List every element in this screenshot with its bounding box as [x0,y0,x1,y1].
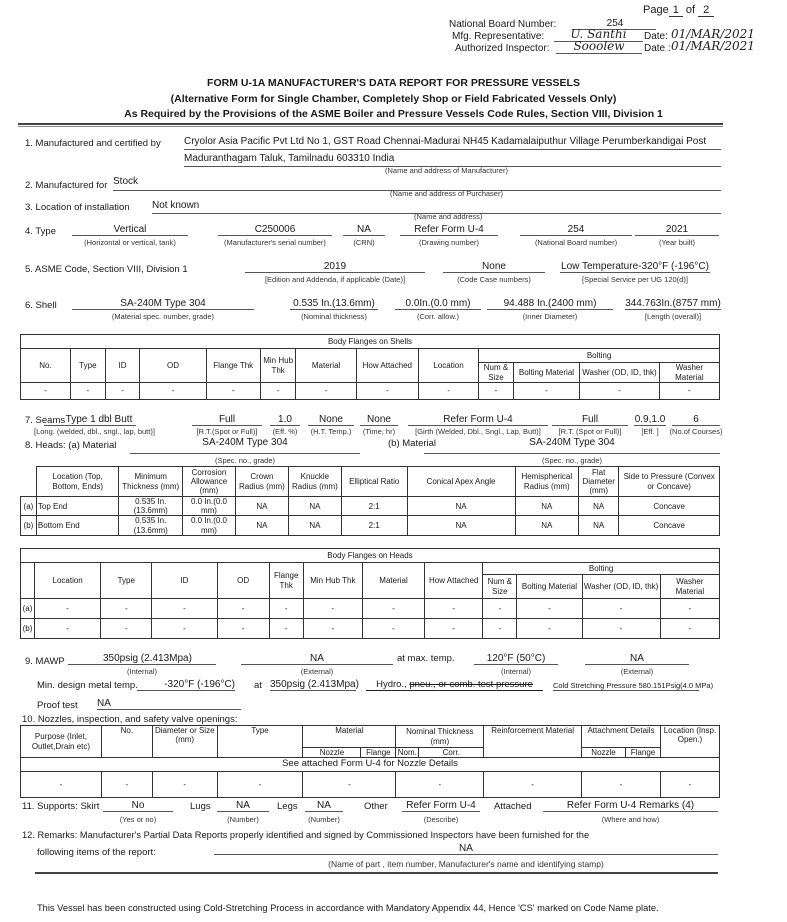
shell-length-caption: [Length (overall)] [644,312,702,321]
col-header: Type [101,563,152,599]
col-header: No. [21,349,71,383]
national-board-number-caption: (National Board number) [534,238,618,247]
drawing-number-value: Refer Form U-4 [400,224,498,236]
table-cell: - [152,619,217,639]
code-edition-caption: [Edition and Addenda, if applicable (Date)] [264,275,406,284]
table-cell: - [296,383,356,400]
table-cell: - [105,383,140,400]
table-cell: NA [288,516,341,535]
table-cell: - [425,599,483,619]
shell-inner-diameter-value: 94.488 In.(2400 mm) [487,298,613,310]
item4-label: 4. Type [25,226,56,237]
other-caption: (Describe) [423,815,459,824]
head-b-material-value: SA-240M Type 304 [424,437,720,454]
shell-material-value: SA-240M Type 304 [72,298,254,310]
skirt-value: No [103,800,173,812]
col-header: Location [418,349,478,383]
other-label: Other [364,801,388,812]
shell-thickness-value: 0.535 In.(13.6mm) [290,298,378,310]
table-cell: NA [579,516,619,535]
col-header: Nominal Thickness (mm) [396,726,484,748]
page-number: 1 [669,4,683,17]
mdmt-value: -320°F (-196°C) [137,679,235,691]
table-cell: Concave [619,516,720,535]
purchaser-caption: (Name and address of Purchaser) [390,189,503,198]
courses-value: 6 [672,414,720,426]
table-cell: - [580,383,660,400]
title-divider [18,123,723,127]
remarks-divider [35,872,718,874]
nozzles-table [20,725,720,798]
long-seam-value: Type 1 dbl Butt [44,414,136,426]
nb-number-value: 254 [574,18,656,30]
attached-label: Attached [494,801,532,812]
max-temp-internal-caption: (Internal) [500,667,531,676]
shell-inner-diameter-caption: (Inner Diameter) [522,312,578,321]
head-flanges-title: Body Flanges on Heads [21,549,720,563]
table-cell: - [517,599,582,619]
partial-reports-caption: (Name of part , item number, Manufacturer's name and identifying stamp) [328,859,604,869]
col-header: Nozzle [303,748,361,758]
col-header: Knuckle Radius (mm) [288,467,341,497]
item6-label: 6. Shell [25,300,57,311]
col-header: Material [296,349,356,383]
code-case-caption: (Code Case numbers) [457,275,531,284]
manufacturer-address-line2: Maduranthagam Taluk, Tamilnadu 603310 India [184,153,721,167]
table-cell: - [101,772,152,798]
table-cell: - [362,619,424,639]
attached-value: Refer Form U-4 Remarks (4) [543,800,718,812]
table-cell: 2:1 [341,516,407,535]
table-cell: - [659,383,719,400]
table-cell: - [217,772,303,798]
col-header: Nom. [397,748,417,757]
legs-caption: (Number) [308,815,340,824]
table-cell: - [660,599,719,619]
col-header: Flange [626,748,661,758]
mfg-date-value: 01/MAR/2021 [671,27,755,41]
mawp-internal-value: 350psig (2.413Mpa) [103,653,192,664]
table-row [21,772,720,798]
max-temp-label: at max. temp. [397,653,455,664]
table-cell: 0.0 In.(0.0 mm) [183,516,236,535]
table-row [21,516,720,535]
item1-label: 1. Manufactured and certified by [25,138,161,149]
shell-flanges-table [20,334,720,400]
table-cell: - [21,772,102,798]
long-rt-caption: [R.T.(Spot or Full)] [196,427,258,436]
year-built-caption: (Year built) [659,238,695,247]
row-key: (b) [21,619,35,639]
head-b-material-caption: (Spec. no., grade) [541,456,603,465]
girth-efficiency-caption: [Eff. ] [641,427,659,436]
table-row [21,619,720,639]
page-indicator [643,4,714,16]
item5-label: 5. ASME Code, Section VIII, Division 1 [25,264,188,275]
table-cell: Top End [36,497,119,516]
table-cell: - [152,772,217,798]
table-row [21,599,720,619]
item9-label: 9. MAWP [25,656,65,667]
table-cell: NA [515,497,579,516]
table-cell: - [269,619,303,639]
bolting-group-header: Bolting [479,349,720,363]
table-cell: - [582,619,660,639]
special-service-caption: [Special Service per UG 120(d)] [582,275,688,284]
col-header: Material [303,726,396,748]
col-header: Material [362,563,424,599]
table-cell: NA [407,497,515,516]
table-cell: - [206,383,260,400]
max-temp-external-value: NA [585,653,689,665]
table-cell: - [140,383,206,400]
inspector-signature: Sooolew [556,39,642,54]
ht-time-value: None [360,414,398,426]
col-header: ID [152,563,217,599]
table-cell: - [260,383,296,400]
row-key: (a) [21,497,37,516]
installation-location-caption: (Name and address) [414,212,483,221]
table-cell: - [362,599,424,619]
item11-label: 11. Supports: Skirt [22,801,100,812]
drawing-number-caption: (Drawing number) [418,238,480,247]
col-header: Washer Material [659,363,719,383]
legs-label: Legs [277,801,298,812]
courses-caption: (No.of Courses) [669,427,723,436]
col-header: Type [217,726,303,758]
mawp-internal-wrap [68,653,216,665]
col-header: Location (Top, Bottom, Ends) [36,467,119,497]
col-header: Type [71,349,106,383]
col-header: Side to Pressure (Convex or Concave) [619,467,720,497]
serial-number-value: C250006 [218,224,332,236]
attached-caption: (Where and how) [601,815,660,824]
form-title: FORM U-1A MANUFACTURER'S DATA REPORT FOR PRESSURE VESSELS [207,77,580,89]
test-hydro-label: Hydro., [376,679,407,690]
lugs-value: NA [217,800,269,812]
table-cell: - [425,619,483,639]
table-cell: - [303,619,362,639]
mfg-rep-signature: U. Santhi [554,27,643,42]
ht-time-caption: (Time, hr) [362,427,396,436]
table-cell: - [269,599,303,619]
col-header: Bolting Material [517,575,582,599]
efficiency-value: 1.0 [270,414,300,426]
row-key: (a) [21,599,35,619]
table-cell: - [303,772,396,798]
table-cell: - [483,599,517,619]
girth-seam-caption: [Girth (Welded, Dbl., Sngl., Lap, Butt)] [415,427,541,436]
form-code-reference: As Required by the Provisions of the ASME Boiler and Pressure Vessels Code Rules, Section VIII, Division 1 [124,108,663,120]
national-board-number-value: 254 [520,224,632,236]
col-header: Hemispherical Radius (mm) [515,467,579,497]
table-cell: NA [235,497,288,516]
col-header: OD [140,349,206,383]
table-cell: NA [288,497,341,516]
of-label: of [685,4,696,16]
serial-number-caption: (Manufacturer's serial number) [224,238,326,247]
item2-label: 2. Manufactured for [25,180,108,191]
table-cell: 0.535 In.(13.6mm) [119,516,183,535]
col-header: Location (Insp. Open.) [660,726,719,758]
table-cell: NA [515,516,579,535]
table-row [21,497,720,516]
table-cell: - [484,772,582,798]
col-header: Flange [361,748,396,758]
table-cell: - [396,772,484,798]
table-cell: - [479,383,514,400]
table-cell: - [582,772,661,798]
col-header: Bolting Material [513,363,579,383]
inspector-label: Authorized Inspector: [455,43,550,54]
shell-flanges-title: Body Flanges on Shells [21,335,720,349]
col-header: ID [105,349,140,383]
item7-label: 7. Seams [25,415,66,426]
table-cell: - [71,383,106,400]
max-temp-external-caption: (External) [620,667,654,676]
table-cell: NA [579,497,619,516]
year-built-value: 2021 [635,224,719,236]
table-cell: 0.535 In.(13.6mm) [119,497,183,516]
page-label: Page [643,4,669,16]
table-cell: - [217,619,269,639]
table-cell: - [660,772,719,798]
inspector-date-value: 01/MAR/2021 [671,39,755,53]
col-header: Reinforcement Material [484,726,582,758]
table-cell: - [152,599,217,619]
mfg-date-label: Date: [644,31,668,42]
col-header: How Attached [425,563,483,599]
col-header: Location [35,563,101,599]
col-header: Elliptical Ratio [341,467,407,497]
col-header: Flange Thk [206,349,260,383]
col-header: Flat Diameter (mm) [579,467,619,497]
at-label: at [254,680,262,691]
mdmt-pressure-value: 350psig (2.413Mpa) [270,679,359,690]
table-cell: - [101,599,152,619]
col-header: Min Hub Thk [303,563,362,599]
shell-corrosion-value: 0.0In.(0.0 mm) [395,298,481,310]
heads-table [20,466,720,536]
nozzle-note: See attached Form U-4 for Nozzle Details [21,758,720,772]
table-row [21,383,720,400]
table-cell: 0.0 In.(0.0 mm) [183,497,236,516]
row-key: (b) [21,516,37,535]
table-cell: - [101,619,152,639]
mawp-internal-caption: (Internal) [126,667,157,676]
table-cell: - [303,599,362,619]
col-header: Washer (OD, ID, thk) [582,575,660,599]
table-cell: Bottom End [36,516,119,535]
col-header: Washer (OD, ID, thk) [580,363,660,383]
col-header: Diameter or Size (mm) [152,726,217,758]
footer-note: This Vessel has been constructed using Cold-Stretching Process in accordance with Mandatory Appendix 44, Hence 'CS' marked on Code Name plate. [37,903,659,913]
head-b-label: (b) Material [388,438,437,449]
code-case-value: None [443,261,545,273]
head-a-material-caption: (Spec. no., grade) [214,456,276,465]
cold-stretch-pressure-value: Cold Stretching Pressure 580.151Psig(4.0 MPa) [553,681,714,690]
inspector-date-label: Date : [644,43,671,54]
item12-label2: following items of the report: [37,847,156,858]
col-header: Minimum Thickness (mm) [119,467,183,497]
max-temp-internal-value: 120°F (50°C) [474,653,558,665]
col-header: Crown Radius (mm) [235,467,288,497]
test-struck-label: pneu., or comb. test pressure [409,679,533,690]
mawp-external-value: NA [241,653,393,665]
item8-label: 8. Heads: (a) Material [25,440,117,451]
crn-caption: (CRN) [353,238,375,247]
other-value: Refer Form U-4 [402,800,480,812]
table-cell: NA [235,516,288,535]
table-cell: - [660,619,719,639]
table-cell: - [483,619,517,639]
table-cell: - [517,619,582,639]
col-header: Min Hub Thk [260,349,296,383]
head-a-material-value: SA-240M Type 304 [130,437,360,454]
item10-label: 10. Nozzles, inspection, and safety valve openings: [22,714,238,725]
long-rt-value: Full [192,414,262,426]
form-subtitle: (Alternative Form for Single Chamber, Completely Shop or Field Fabricated Vessels Only) [170,93,617,105]
special-service-value: Low Temperature-320°F (-196°C) [561,261,709,272]
table-cell: - [513,383,579,400]
table-cell: - [35,619,101,639]
proof-test-label: Proof test [37,700,78,711]
purchaser-value: Stock [113,176,721,191]
head-flanges-table [20,548,720,639]
item3-label: 3. Location of installation [25,202,130,213]
bolting-group-header: Bolting [483,563,720,575]
col-header: Num & Size [479,363,514,383]
crn-value: NA [343,224,385,236]
col-header: OD [217,563,269,599]
col-header: Conical Apex Angle [407,467,515,497]
table-cell: NA [407,516,515,535]
vessel-type-value: Vertical [72,224,188,236]
col-header: No. [101,726,152,758]
shell-length-value: 344.763In.(8757 mm) [625,298,721,309]
col-header: Num & Size [483,575,517,599]
skirt-caption: (Yes or no) [119,815,157,824]
mdmt-label: Min. design metal temp. [37,680,138,691]
page-total: 2 [698,4,714,17]
legs-value: NA [305,800,343,812]
lugs-label: Lugs [190,801,211,812]
table-cell: 2:1 [341,497,407,516]
lugs-caption: (Number) [227,815,259,824]
proof-test-value: NA [97,698,241,710]
manufacturer-caption: (Name and address of Manufacturer) [385,166,508,175]
girth-rt-value: Full [552,414,628,426]
shell-corrosion-caption: (Corr. allow.) [416,312,460,321]
girth-efficiency-value: 0.9,1.0 [634,414,666,425]
installation-location-value: Not known [152,200,721,214]
col-header: Washer Material [660,575,719,599]
table-cell: Concave [619,497,720,516]
col-header: How Attached [356,349,418,383]
vessel-type-caption: (Horizontal or vertical, tank) [84,238,176,247]
table-cell: - [356,383,418,400]
item12-label: 12. Remarks: Manufacturer's Partial Data Reports properly identified and signed by Commissioned Inspectors have been furnished for the [22,830,590,840]
shell-thickness-caption: (Nominal thickness) [301,312,367,321]
test-pressure-type [366,679,543,691]
col-header: Corrosion Allowance (mm) [183,467,236,497]
shell-material-caption: (Material spec. number, grade) [111,312,215,321]
table-cell: - [582,599,660,619]
col-header: Purpose (Inlet, Outlet,Drain etc) [21,726,102,758]
corner-cell [21,563,35,599]
corner-cell [21,467,37,497]
mfg-rep-label: Mfg. Representative: [452,31,545,42]
efficiency-caption: (Eff. %) [272,427,298,436]
col-header: Nozzle [582,748,626,758]
nb-number-label: National Board Number: [449,19,557,30]
table-cell: - [418,383,478,400]
table-cell: - [217,599,269,619]
girth-seam-value: Refer Form U-4 [408,414,548,426]
col-header: Corr. [419,748,484,758]
col-header: Flange Thk [269,563,303,599]
code-edition-value: 2019 [245,261,425,273]
table-cell: - [21,383,71,400]
ht-temp-value: None [308,414,354,426]
partial-reports-value: NA [214,843,718,855]
col-header: Attachment Details [582,726,661,748]
mawp-external-caption: (External) [300,667,334,676]
ht-temp-caption: (H.T. Temp.) [310,427,352,436]
manufacturer-address-line1: Cryolor Asia Pacific Pvt Ltd No 1, GST Road Chennai-Madurai NH45 Kadamalaiputhur Village Perumberkandigai Post [184,136,721,150]
girth-rt-caption: [R.T. (Spot or Full)] [558,427,622,436]
long-seam-caption: [Long. (welded, dbl., sngl., lap, butt)] [34,427,155,436]
table-cell: - [35,599,101,619]
